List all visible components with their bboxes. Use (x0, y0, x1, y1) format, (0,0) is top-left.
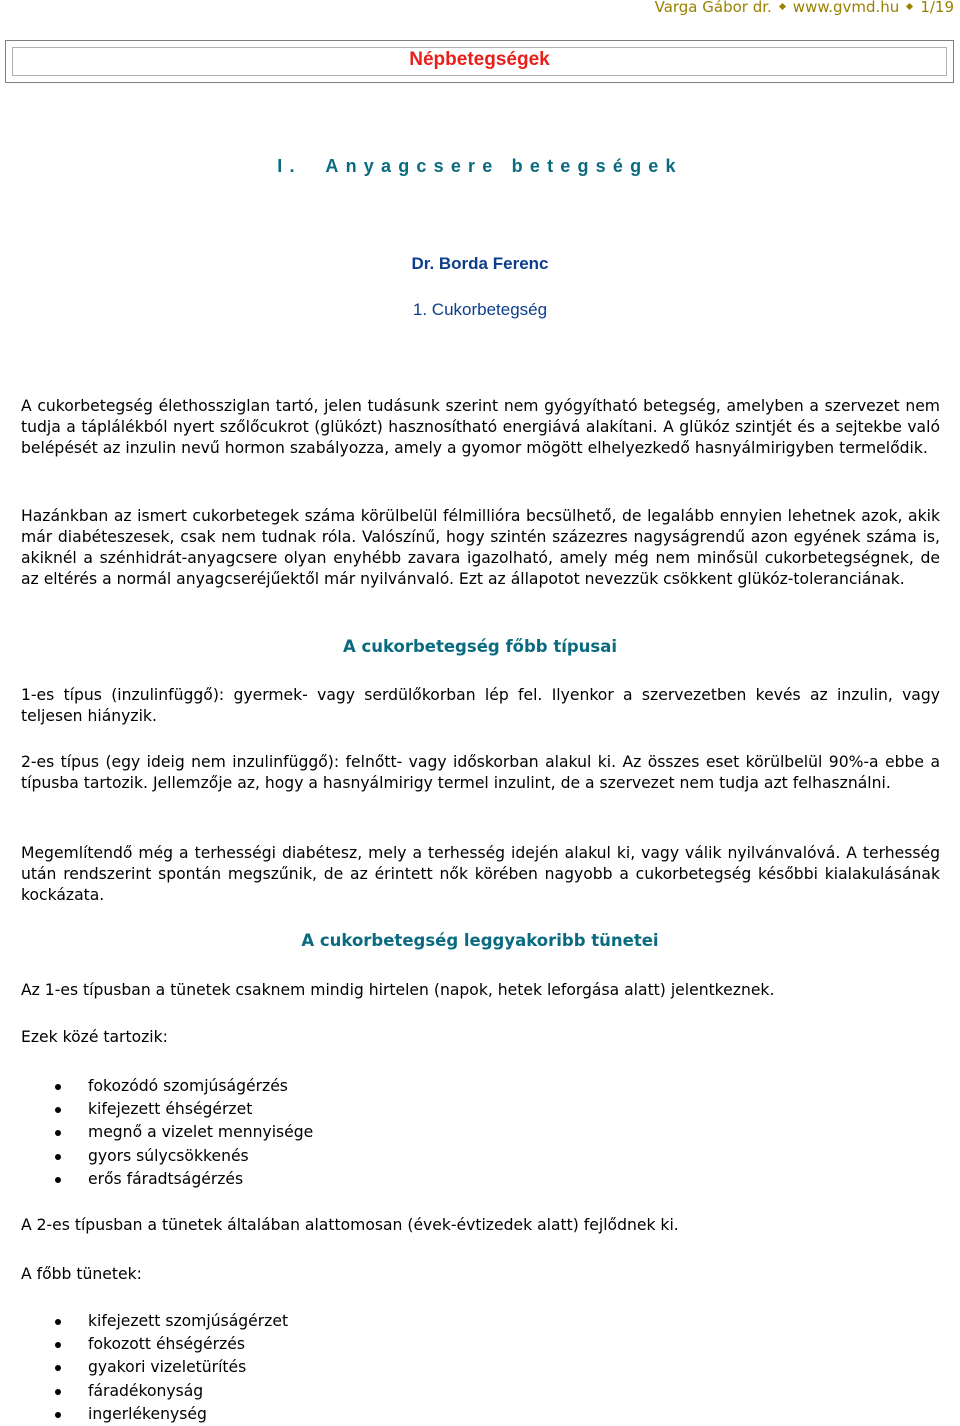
page-header (655, 0, 954, 22)
diamond-icon (906, 3, 913, 10)
diamond-icon (779, 3, 786, 10)
title-box (5, 40, 954, 83)
list-item: kifejezett éhségérzet (21, 1098, 313, 1121)
paragraph-type1-symptoms: Az 1-es típusban a tünetek csaknem mindig hirtelen (napok, hetek leforgása alatt) jelentkeznek. (21, 981, 775, 999)
list-item: erős fáradtságérzés (21, 1168, 313, 1191)
paragraph-intro: A cukorbetegség élethossziglan tartó, jelen tudásunk szerint nem gyógyítható betegség, amelyben a szervezet nem tudja a táplálékból nyert szőlőcukrot (glükózt) hasznosítható energiává alakítani. A glükóz szintjét és a sejtekbe való belépését az inzulin nevű hormon szabályozza, amely a gyomor mögött elhelyezkedő hasnyálmirigyben termelődik. (21, 397, 940, 457)
paragraph-type2: 2-es típus (egy ideig nem inzulinfüggő): felnőtt- vagy időskorban alakul ki. Az összes eset körülbelül 90%-a ebbe a típusba tartozik. Jellemzője az, hogy a hasnyálmirigy termel inzulint, de a szervezet nem tudja azt felhasználni. (21, 753, 940, 792)
list-item: fokozott éhségérzés (21, 1333, 288, 1356)
list-item: ingerlékenység (21, 1403, 288, 1426)
chapter-heading: I. Anyagcsere betegségek (277, 156, 683, 176)
bullet-icon (55, 1130, 61, 1136)
symptom-list-type2 (21, 1310, 288, 1426)
bullet-icon (55, 1412, 61, 1418)
bullet-icon (55, 1177, 61, 1183)
bullet-icon (55, 1154, 61, 1160)
paragraph-type2-symptoms: A 2-es típusban a tünetek általában alattomosan (évek-évtizedek alatt) fejlődnek ki. (21, 1216, 679, 1234)
header-author: Varga Gábor dr. (654, 0, 772, 16)
paragraph-gestational: Megemlítendő még a terhességi diabétesz, mely a terhesség idején alakul ki, vagy válik nyilvánvalóvá. A terhesség után rendszerint spontán megszűnik, de az érintett nők körében nagyobb a cukorbetegség későbbi kialakulásának kockázata. (21, 844, 940, 904)
paragraph-type1: 1-es típus (inzulinfüggő): gyermek- vagy serdülőkorban lép fel. Ilyenkor a szervezetben kevés az inzulin, vagy teljesen hiányzik. (21, 686, 940, 725)
symptom-list-type1 (21, 1075, 313, 1191)
bullet-icon (55, 1107, 61, 1113)
subheading-symptoms: A cukorbetegség leggyakoribb tünetei (301, 931, 659, 950)
subheading-types: A cukorbetegség főbb típusai (342, 637, 618, 656)
header-site: www.gvmd.hu (792, 0, 900, 16)
bullet-icon (55, 1342, 61, 1348)
bullet-icon (55, 1319, 61, 1325)
list-item: megnő a vizelet mennyisége (21, 1121, 313, 1144)
paragraph-prevalence: Hazánkban az ismert cukorbetegek száma körülbelül félmillióra becsülhető, de legalább ennyien lehetnek azok, akik már diabéteszesek, csak nem tudnak róla. Valószínű, hogy szintén százezres nagyságrendű azon egyének száma is, akiknél a szénhidrát-anyagcsere olyan enyhébb zavara igazolható, amely még nem minősül cukorbetegségnek, de az eltérés a normál anyagcseréjűektől már nyilvánvaló. Ezt az állapotot nevezzük csökkent glükóz-toleranciának. (21, 507, 940, 588)
list-item: fokozódó szomjúságérzés (21, 1075, 313, 1098)
paragraph-list-intro: Ezek közé tartozik: (21, 1028, 168, 1046)
bullet-icon (55, 1365, 61, 1371)
list-item: gyakori vizeletürítés (21, 1356, 288, 1379)
bullet-icon (55, 1084, 61, 1090)
paragraph-main-symptoms: A főbb tünetek: (21, 1265, 142, 1283)
document-title: Népbetegségek (409, 49, 550, 70)
list-item: fáradékonyság (21, 1380, 288, 1403)
author-name: Dr. Borda Ferenc (411, 254, 549, 273)
header-page-number: 1/19 (920, 0, 954, 16)
section-heading: 1. Cukorbetegség (412, 300, 548, 319)
list-item: gyors súlycsökkenés (21, 1145, 313, 1168)
list-item: kifejezett szomjúságérzet (21, 1310, 288, 1333)
bullet-icon (55, 1389, 61, 1395)
